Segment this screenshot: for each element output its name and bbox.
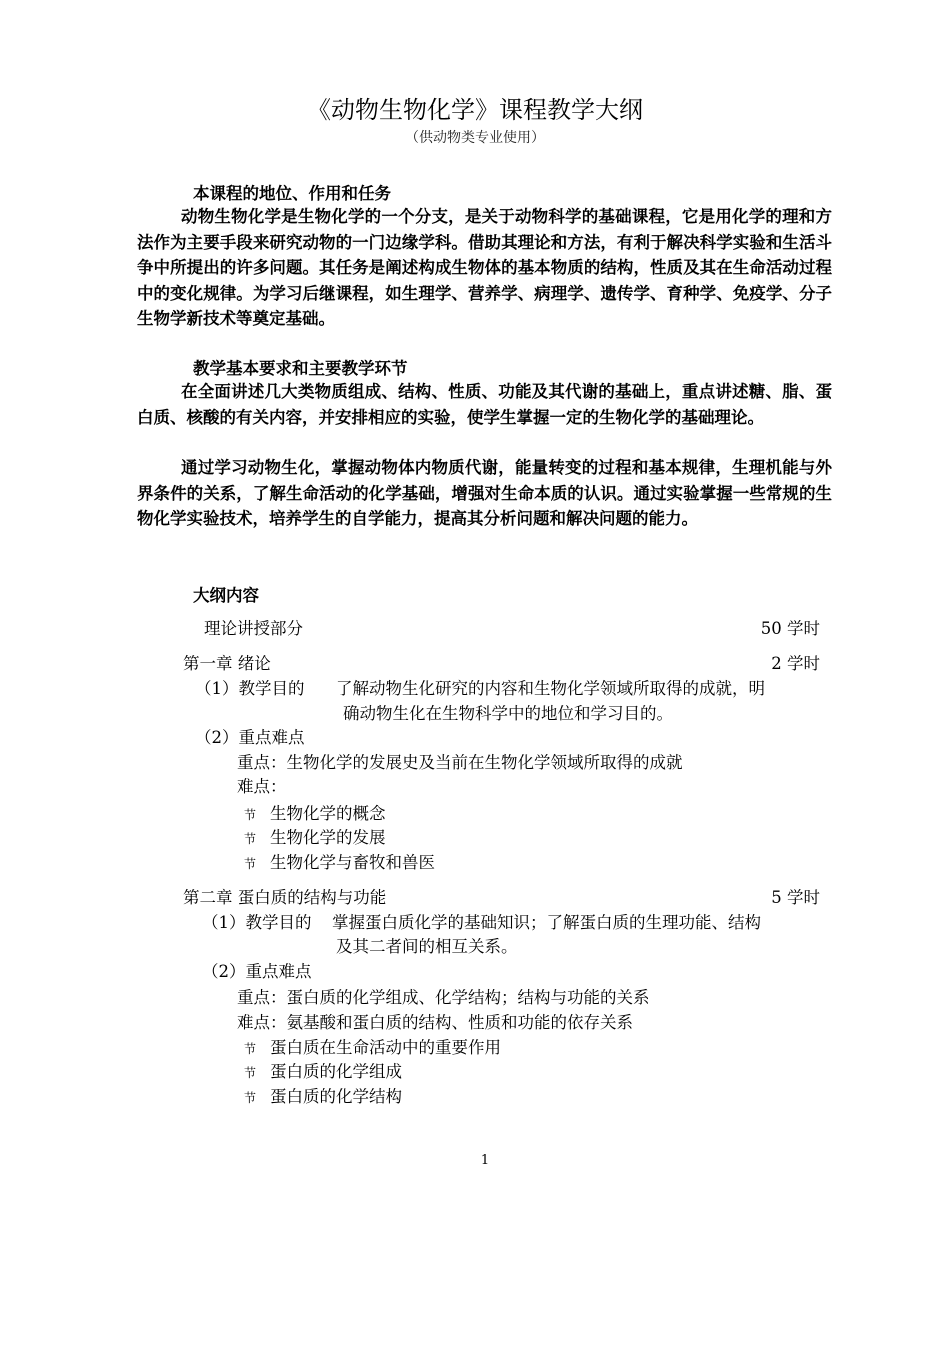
chapter2-goal-label: （1）教学目的 <box>202 913 312 932</box>
theory-hours: 50 学时 <box>760 619 820 638</box>
section-title: 生物化学的概念 <box>270 804 386 823</box>
chapter1-goal-label: （1）教学目的 <box>195 679 305 698</box>
section-heading-requirements: 教学基本要求和主要教学环节 <box>193 359 408 378</box>
section-title: 蛋白质在生命活动中的重要作用 <box>270 1038 501 1057</box>
section-paragraph-requirements-2 <box>137 455 832 532</box>
chapter2-section-item <box>244 1083 402 1107</box>
section-marker: 节 <box>244 1091 257 1105</box>
paragraph-text: 在全面讲述几大类物质组成、结构、性质、功能及其代谢的基础上，重点讲述糖、脂、蛋白质、核酸的有关内容，并安排相应的实验，使学生掌握一定的生物化学的基础理论。 <box>137 382 832 427</box>
chapter2-key-point: 重点：蛋白质的化学组成、化学结构；结构与功能的关系 <box>237 988 650 1007</box>
chapter2-goal-line2: 及其二者间的相互关系。 <box>336 937 518 956</box>
chapter1-hours: 2 学时 <box>771 654 820 673</box>
chapter1-key-point: 重点：生物化学的发展史及当前在生物化学领域所取得的成就 <box>237 753 683 772</box>
chapter1-difficulty: 难点： <box>237 777 287 796</box>
chapter2-hours: 5 学时 <box>771 888 820 907</box>
chapter2-title: 第二章 蛋白质的结构与功能 <box>183 888 387 907</box>
chapter2-goal-line1: 掌握蛋白质化学的基础知识；了解蛋白质的生理功能、结构 <box>332 913 761 932</box>
section-title: 蛋白质的化学结构 <box>270 1087 402 1106</box>
section-title: 生物化学的发展 <box>270 828 386 847</box>
theory-label: 理论讲授部分 <box>204 619 303 638</box>
chapter2-key-label: （2）重点难点 <box>202 962 312 981</box>
document-title: 《动物生物化学》课程教学大纲 <box>307 96 643 124</box>
chapter1-section-item <box>244 849 435 873</box>
chapter1-title: 第一章 绪论 <box>183 654 271 673</box>
section-paragraph-requirements-1 <box>137 379 832 430</box>
section-marker: 节 <box>244 832 257 846</box>
section-marker: 节 <box>244 1066 257 1080</box>
section-marker: 节 <box>244 1042 257 1056</box>
section-paragraph-role <box>137 204 832 332</box>
chapter2-section-item <box>244 1058 402 1082</box>
chapter2-difficulty: 难点：氨基酸和蛋白质的结构、性质和功能的依存关系 <box>237 1013 633 1032</box>
section-heading-outline: 大纲内容 <box>193 586 259 605</box>
chapter1-key-label: （2）重点难点 <box>195 728 305 747</box>
paragraph-text: 动物生物化学是生物化学的一个分支，是关于动物科学的基础课程，它是用化学的理和方法作为主要手段来研究动物的一门边缘学科。借助其理论和方法，有利于解决科学实验和生活斗争中所提出的许多问题。其任务是阐述构成生物体的基本物质的结构，性质及其在生命活动过程中的变化规律。为学习后继课程，如生理学、营养学、病理学、遗传学、育种学、免疫学、分子生物学新技术等奠定基础。 <box>137 207 832 328</box>
document-subtitle: （供动物类专业使用） <box>405 130 545 146</box>
paragraph-text: 通过学习动物生化，掌握动物体内物质代谢，能量转变的过程和基本规律，生理机能与外界条件的关系，了解生命活动的化学基础，增强对生命本质的认识。通过实验掌握一些常规的生物化学实验技术，培养学生的自学能力，提高其分析问题和解决问题的能力。 <box>137 458 832 528</box>
section-title: 蛋白质的化学组成 <box>270 1062 402 1081</box>
section-title: 生物化学与畜牧和兽医 <box>270 853 435 872</box>
chapter2-section-item <box>244 1034 501 1058</box>
chapter1-section-item <box>244 800 386 824</box>
section-marker: 节 <box>244 808 257 822</box>
page-number: 1 <box>480 1153 490 1168</box>
section-heading-role: 本课程的地位、作用和任务 <box>193 184 391 203</box>
chapter1-goal-line2: 确动物生化在生物科学中的地位和学习目的。 <box>343 704 673 723</box>
section-marker: 节 <box>244 857 257 871</box>
chapter1-section-item <box>244 824 386 848</box>
chapter1-goal-line1: 了解动物生化研究的内容和生物化学领域所取得的成就，明 <box>336 679 765 698</box>
